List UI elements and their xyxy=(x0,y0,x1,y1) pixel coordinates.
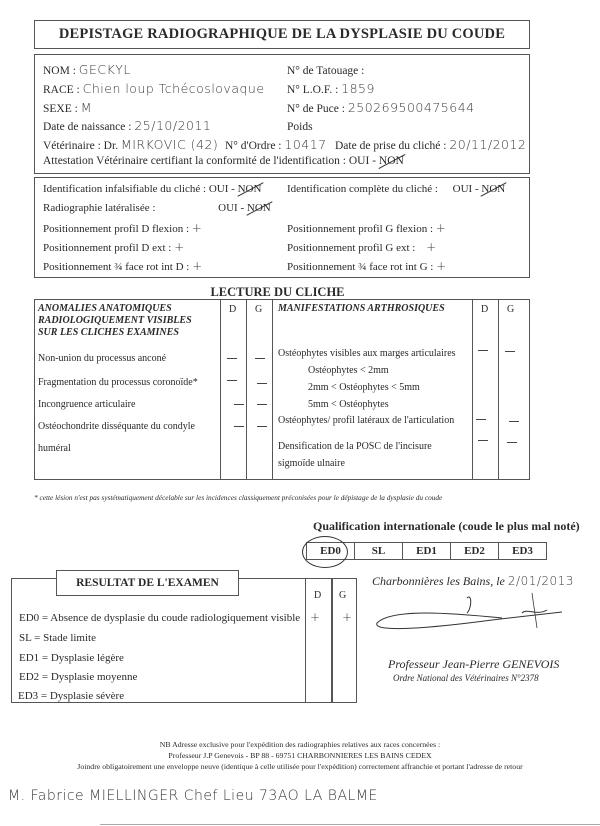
position-label: Positionnement profil G ext : xyxy=(287,242,416,254)
col-d-header: D xyxy=(481,304,489,315)
divider xyxy=(272,300,273,479)
mark-g-dash xyxy=(257,383,267,384)
position-g-rot xyxy=(287,259,447,273)
col-g-header: G xyxy=(339,590,347,601)
divider xyxy=(305,579,306,702)
divider xyxy=(246,300,247,479)
anomaly-row: Incongruence articulaire xyxy=(38,399,136,410)
divider xyxy=(220,300,221,479)
result-title: RESULTAT DE L'EXAMEN xyxy=(56,570,239,596)
infalsifiable-oui: OUI xyxy=(208,183,229,195)
field-nom xyxy=(43,62,131,77)
cliche-checks-section xyxy=(34,177,530,278)
col-d-header: D xyxy=(229,304,237,315)
position-g-flexion xyxy=(287,221,446,235)
lof-label: N° L.O.F. : xyxy=(287,84,339,96)
grade-ed1: ED1 xyxy=(402,543,450,559)
complete-non-struck: NON xyxy=(481,183,506,195)
ordre-value: 10417 xyxy=(284,137,327,152)
anomaly-row: Non-union du processus anconé xyxy=(38,353,167,364)
position-mark: + xyxy=(436,259,447,273)
document-title: DEPISTAGE RADIOGRAPHIQUE DE LA DYSPLASIE DU COUDE xyxy=(58,26,506,42)
manifestation-row: Densification de la POSC de l'incisure xyxy=(278,441,432,452)
mark-g-dash xyxy=(505,351,515,352)
naissance-label: Date de naissance : xyxy=(43,121,132,133)
race-value: Chien loup Tchécoslovaque xyxy=(82,81,265,96)
field-date-naissance xyxy=(43,118,211,133)
date-cliche-value: 20/11/2012 xyxy=(449,137,527,152)
position-d-flexion xyxy=(43,221,202,235)
identity-section xyxy=(34,54,530,174)
field-race xyxy=(43,81,265,96)
poids-label: Poids xyxy=(287,121,313,133)
date-cliche-label: Date de prise du cliché : xyxy=(335,140,447,152)
position-label: Positionnement ¾ face rot int D : xyxy=(43,261,190,273)
veterinaire-label: Vétérinaire : Dr. xyxy=(43,140,119,152)
position-mark: + xyxy=(426,240,437,254)
puce-label: N° de Puce : xyxy=(287,103,345,115)
position-mark: + xyxy=(174,240,185,254)
nb-line-1: NB Adresse exclusive pour l'expédition des radiographies relatives aux races concernées : xyxy=(159,740,441,749)
lateralisee-label: Radiographie latéralisée : xyxy=(43,202,156,214)
mark-d-dash xyxy=(227,380,237,381)
place-label: Charbonnières les Bains, le xyxy=(372,574,505,588)
result-g-column xyxy=(330,578,357,703)
position-label: Positionnement profil G flexion : xyxy=(287,223,434,235)
selected-grade-circle xyxy=(302,536,348,568)
manifestation-subrow: 2mm < Ostéophytes < 5mm xyxy=(308,382,420,393)
manifestation-subrow: Ostéophytes < 2mm xyxy=(308,365,389,376)
position-mark: + xyxy=(192,259,203,273)
infalsifiable-non-struck: NON xyxy=(237,183,262,195)
result-section xyxy=(11,578,333,703)
field-poids xyxy=(287,118,313,133)
field-date-cliche xyxy=(335,137,526,152)
lof-value: 1859 xyxy=(341,81,375,96)
lecture-title: LECTURE DU CLICHE xyxy=(210,285,345,299)
col-g-header: G xyxy=(255,304,263,315)
return-address: M. Fabrice MIELLINGER Chef Lieu 73AO LA BALME xyxy=(8,788,378,804)
result-ed3: ED3 = Dysplasie sévère xyxy=(18,690,125,702)
manifestation-row: Ostéophytes visibles aux marges articulaires xyxy=(278,348,456,359)
qualification-title: Qualification internationale (coude le plus mal noté) xyxy=(313,519,580,533)
naissance-value: 25/10/2011 xyxy=(134,118,212,133)
anomaly-row: huméral xyxy=(38,443,71,454)
position-label: Positionnement profil D flexion : xyxy=(43,223,190,235)
result-g-mark: + xyxy=(342,610,353,624)
grade-ed2: ED2 xyxy=(450,543,498,559)
mark-d-dash xyxy=(478,350,488,351)
header-line: ANOMALIES ANATOMIQUES xyxy=(38,303,172,314)
document-title-box xyxy=(34,20,530,49)
field-attestation xyxy=(43,155,404,167)
complete-label: Identification complète du cliché : xyxy=(287,183,438,195)
place-date xyxy=(372,574,574,589)
position-mark: + xyxy=(435,221,447,235)
mark-d-dash xyxy=(478,440,488,441)
anomaly-row: Ostéochondrite disséquante du condyle xyxy=(38,421,195,432)
header-line: RADIOLOGIQUEMENT VISIBLES xyxy=(38,315,192,326)
ordre-label: N° d'Ordre : xyxy=(225,140,282,152)
position-d-rot xyxy=(43,259,203,273)
manifestation-row: sigmoïde ulnaire xyxy=(278,458,345,469)
separator: - xyxy=(231,183,235,195)
mark-g-dash xyxy=(255,358,265,359)
nb-line-3: Joindre obligatoirement une enveloppe neuve (identique à celle utilisée pour l'expédition) correctement affranchie et portant l'adresse de retour xyxy=(77,762,523,771)
grade-sl: SL xyxy=(354,543,402,559)
manifestations-header: MANIFESTATIONS ARTHROSIQUES xyxy=(278,303,445,314)
position-d-ext xyxy=(43,240,185,254)
separator: - xyxy=(240,202,245,214)
col-g-header: G xyxy=(507,304,515,315)
nom-value: GECKYL xyxy=(78,62,131,77)
lateralisee-non-struck: NON xyxy=(246,202,271,214)
field-puce xyxy=(287,100,475,115)
signature-date: 2/01/2013 xyxy=(507,574,574,588)
attestation-non-struck: NON xyxy=(378,155,404,167)
field-lof xyxy=(287,81,375,96)
nb-line-2: Professeur J.P Genevois - BP 88 - 69751 CHARBONNIERES LES BAINS CEDEX xyxy=(168,751,432,760)
tatouage-label: N° de Tatouage : xyxy=(287,65,365,77)
attestation-oui: OUI xyxy=(348,155,370,167)
veterinaire-value: MIRKOVIC (42) xyxy=(120,137,219,152)
field-sexe xyxy=(43,100,92,115)
check-complete xyxy=(287,183,505,195)
complete-oui: OUI xyxy=(452,183,473,195)
professor-name: Professeur Jean-Pierre GENEVOIS xyxy=(388,657,560,671)
position-label: Positionnement profil D ext : xyxy=(43,242,172,254)
mark-g-dash xyxy=(507,442,517,443)
position-mark: + xyxy=(191,221,203,235)
separator: - xyxy=(474,183,479,195)
check-infalsifiable xyxy=(43,183,261,195)
mark-d-dash xyxy=(234,426,244,427)
result-ed1: ED1 = Dysplasie légère xyxy=(19,652,124,664)
signature-icon xyxy=(372,588,572,638)
result-sl: SL = Stade limite xyxy=(19,632,96,644)
result-d-mark: + xyxy=(310,610,321,624)
puce-value: 250269500475644 xyxy=(347,100,475,115)
grade-ed0: ED0 xyxy=(320,545,341,557)
mark-g-dash xyxy=(509,421,519,422)
manifestation-row: Ostéophytes/ profil latéraux de l'articulation xyxy=(278,415,455,426)
infalsifiable-label: Identification infalsifiable du cliché : xyxy=(43,183,207,195)
mark-d-dash xyxy=(227,358,237,359)
field-ordre xyxy=(225,137,327,152)
sexe-value: M xyxy=(80,100,92,115)
attestation-label: Attestation Vétérinaire certifiant la conformité de l'identification : xyxy=(43,155,346,167)
sexe-label: SEXE : xyxy=(43,103,78,115)
anomalies-header xyxy=(38,303,192,339)
lecture-table xyxy=(34,299,530,480)
col-d-header: D xyxy=(314,590,322,601)
anomaly-row: Fragmentation du processus coronoïde* xyxy=(38,377,198,388)
lateralisee-oui: OUI xyxy=(218,202,238,214)
mark-g-dash xyxy=(257,404,267,405)
nom-label: NOM : xyxy=(43,65,76,77)
header-line: SUR LES CLICHES EXAMINES xyxy=(38,327,179,338)
bottom-rule xyxy=(100,824,600,825)
mark-d-dash xyxy=(476,419,486,420)
divider xyxy=(498,300,499,479)
position-label: Positionnement ¾ face rot int G : xyxy=(287,261,434,273)
grade-ed3: ED3 xyxy=(498,543,546,559)
manifestation-subrow: 5mm < Ostéophytes xyxy=(308,399,389,410)
professor-order-number: Ordre National des Vétérinaires N°2378 xyxy=(393,673,539,683)
result-ed2: ED2 = Dysplasie moyenne xyxy=(19,671,138,683)
field-tatouage xyxy=(287,62,364,77)
result-ed0: ED0 = Absence de dysplasie du coude radiologiquement visible xyxy=(19,612,301,624)
position-g-ext xyxy=(287,240,437,254)
mark-d-dash xyxy=(234,404,244,405)
field-veterinaire xyxy=(43,137,218,152)
footnote: * cette lésion n'est pas systématiquement décelable sur les incidences classiquement préconisées pour le dépistage de la dysplasie du coude xyxy=(34,493,443,502)
check-lateralisee xyxy=(43,202,271,214)
divider xyxy=(472,300,473,479)
separator: - xyxy=(372,155,377,167)
mark-g-dash xyxy=(257,426,267,427)
race-label: RACE : xyxy=(43,84,80,96)
